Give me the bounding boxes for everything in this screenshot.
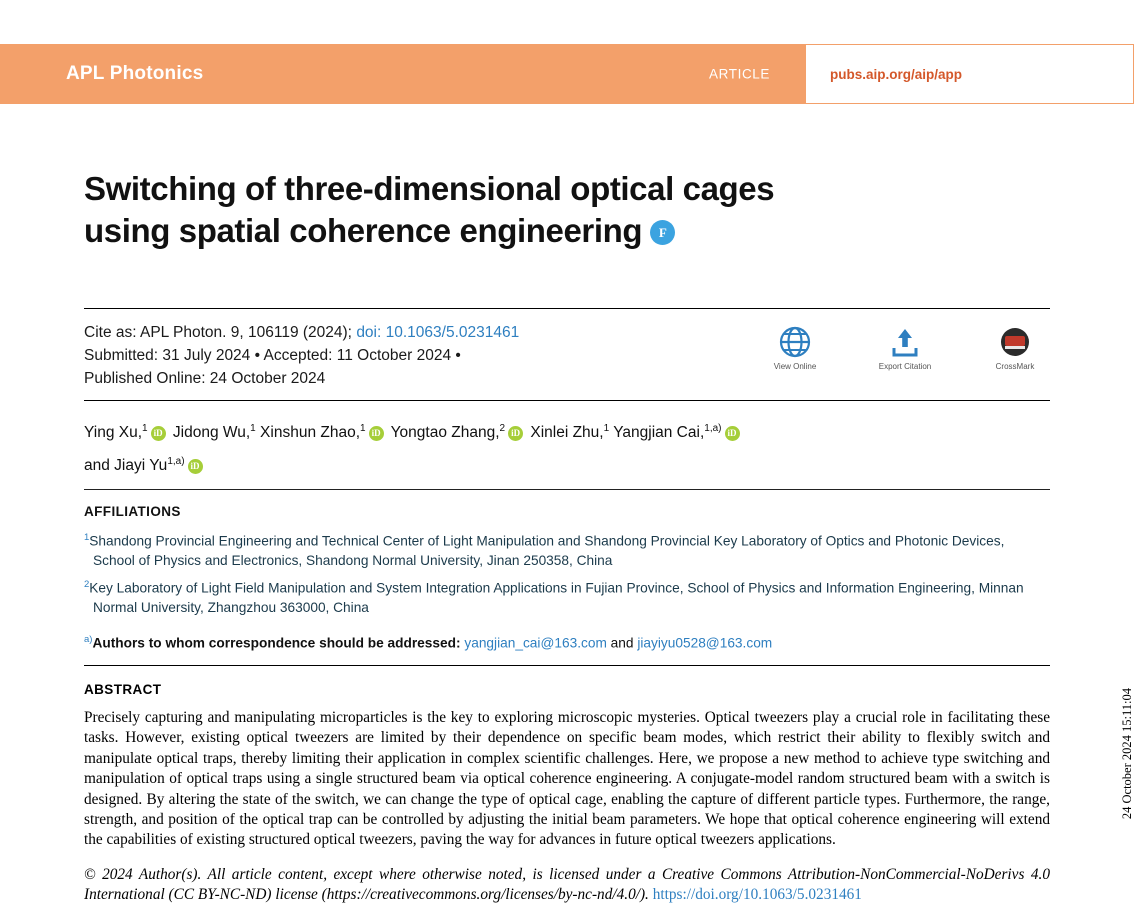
- page-title: [84, 168, 1050, 252]
- export-icon: [870, 324, 940, 360]
- published-date: Published Online: 24 October 2024: [84, 370, 326, 387]
- author-name[interactable]: Yangjian Cai,: [613, 424, 705, 442]
- crossmark-badge[interactable]: [980, 324, 1050, 371]
- author-name[interactable]: Xinshun Zhao,: [260, 424, 361, 442]
- title-line-1: Switching of three-dimensional optical cages: [84, 170, 775, 207]
- orcid-icon[interactable]: iD: [188, 459, 203, 474]
- author-name[interactable]: Jidong Wu,: [172, 424, 251, 442]
- affiliations-heading: AFFILIATIONS: [84, 504, 181, 520]
- license-doi-link[interactable]: https://doi.org/10.1063/5.0231461: [652, 886, 862, 904]
- journal-title: APL Photonics: [66, 63, 204, 84]
- license-text: © 2024 Author(s). All article content, except where otherwise noted, is licensed under a Creative Commons Attribution-NonCommercial-NoDerivs 4.0 International (CC BY-NC-ND) license (https://creativecommons.org/licenses/by-nc-nd/4.0/).: [84, 865, 1050, 904]
- author-affil-marker: 1: [250, 423, 256, 434]
- correspondence-marker: a): [84, 634, 93, 646]
- side-timestamp: 24 October 2024 15:11:04: [1120, 688, 1134, 820]
- submitted-date: Submitted: 31 July 2024: [84, 347, 251, 364]
- free-access-badge-icon: F: [650, 220, 675, 245]
- divider-above-abstract: [84, 665, 1050, 666]
- citation-section: [84, 308, 1050, 400]
- orcid-icon[interactable]: iD: [151, 426, 166, 441]
- action-badges: [760, 324, 1050, 371]
- journal-url-link[interactable]: pubs.aip.org/aip/app: [830, 66, 963, 82]
- author-affil-marker: 1,a): [167, 456, 185, 468]
- author-name[interactable]: Yongtao Zhang,: [390, 424, 500, 442]
- accepted-date: Accepted: 11 October 2024: [263, 347, 452, 364]
- orcid-icon[interactable]: iD: [508, 426, 523, 441]
- cite-as-text: Cite as: APL Photon. 9, 106119 (2024);: [84, 324, 352, 341]
- author-affil-marker: 2: [499, 423, 506, 434]
- affiliation-marker: 1: [84, 532, 90, 544]
- crossmark-icon: [980, 324, 1050, 360]
- author-affil-marker: 1: [603, 423, 610, 434]
- orcid-icon[interactable]: iD: [725, 426, 740, 441]
- author-name[interactable]: Ying Xu,: [84, 424, 143, 442]
- divider-above-affiliations: [84, 489, 1050, 490]
- article-type-label: ARTICLE: [709, 66, 770, 82]
- affiliation-item: [84, 575, 1050, 618]
- author-affil-marker: 1,a): [704, 423, 722, 434]
- globe-icon: [760, 324, 830, 360]
- correspondence-conjunction: and: [610, 636, 634, 651]
- author-affil-marker: 1: [360, 423, 366, 434]
- citation-block: Cite as: APL Photon. 9, 106119 (2024); doi: 10.1063/5.0231461 Submitted: 31 July 2024 • Accepted: 11 October 2024 • Published Online: 24 October 2024: [84, 324, 520, 387]
- author-name[interactable]: Xinlei Zhu,: [530, 424, 604, 442]
- export-citation-label: Export Citation: [878, 362, 932, 371]
- correspondence-text: Authors to whom correspondence should be addressed:: [92, 636, 461, 651]
- view-online-label: View Online: [773, 362, 817, 371]
- abstract-body: Precisely capturing and manipulating microparticles is the key to exploring microscopic mysteries. Optical tweezers play a crucial role in facilitating these tasks. However, existing optical tweezers are limited by their dependence on specific beam modes, which restrict their ability to flexibly switch and manipulate optical traps, thereby limiting their application in complex scientific challenges. Here, we propose a new method to achieve type switching and manipulation of optical traps using a single structured beam via optical coherence engineering. A conjugate-model random structured beam with a switch is designed. By altering the state of the switch, we can change the type of optical cage, enabling the capture of different particle types. Furthermore, the range, strength, and position of the optical trap can be controlled by adjusting the initial beam parameters. We hope that optical coherence engineering will extend the capabilities of existing structured optical tweezers, paving the way for advances in future optical tweezers applications.: [84, 709, 1050, 849]
- article-content: [84, 0, 1050, 906]
- affiliation-marker: 2: [84, 578, 90, 590]
- correspondence-note: [84, 630, 1050, 665]
- export-citation-badge[interactable]: [870, 324, 940, 371]
- author-list: [84, 401, 1050, 489]
- affiliation-text: Shandong Provincial Engineering and Technical Center of Light Manipulation and Shandong Provincial Key Laboratory of Optics and Photonic Devices, School of Physics and Electronics, Shandong Normal University, Jinan 250358, China: [89, 533, 1005, 569]
- affiliations-list: [84, 528, 1050, 617]
- title-line-2: using spatial coherence engineering: [84, 212, 643, 249]
- author-affil-marker: 1: [142, 423, 148, 434]
- corresponding-email-1[interactable]: yangjian_cai@163.com: [464, 636, 607, 651]
- doi-link[interactable]: doi: 10.1063/5.0231461: [356, 324, 520, 341]
- orcid-icon[interactable]: iD: [369, 426, 384, 441]
- view-online-badge[interactable]: [760, 324, 830, 371]
- abstract-heading: ABSTRACT: [84, 682, 162, 697]
- crossmark-label: CrossMark: [995, 362, 1035, 371]
- affiliation-text: Key Laboratory of Light Field Manipulation and System Integration Applications in Fujian Province, School of Physics and Information Engineering, Minnan Normal University, Zhangzhou 363000, China: [89, 580, 1024, 615]
- license-statement: [84, 865, 1050, 906]
- corresponding-email-2[interactable]: jiayiyu0528@163.com: [637, 636, 773, 651]
- affiliation-item: [84, 528, 1050, 571]
- author-name[interactable]: and Jiayi Yu: [84, 457, 168, 475]
